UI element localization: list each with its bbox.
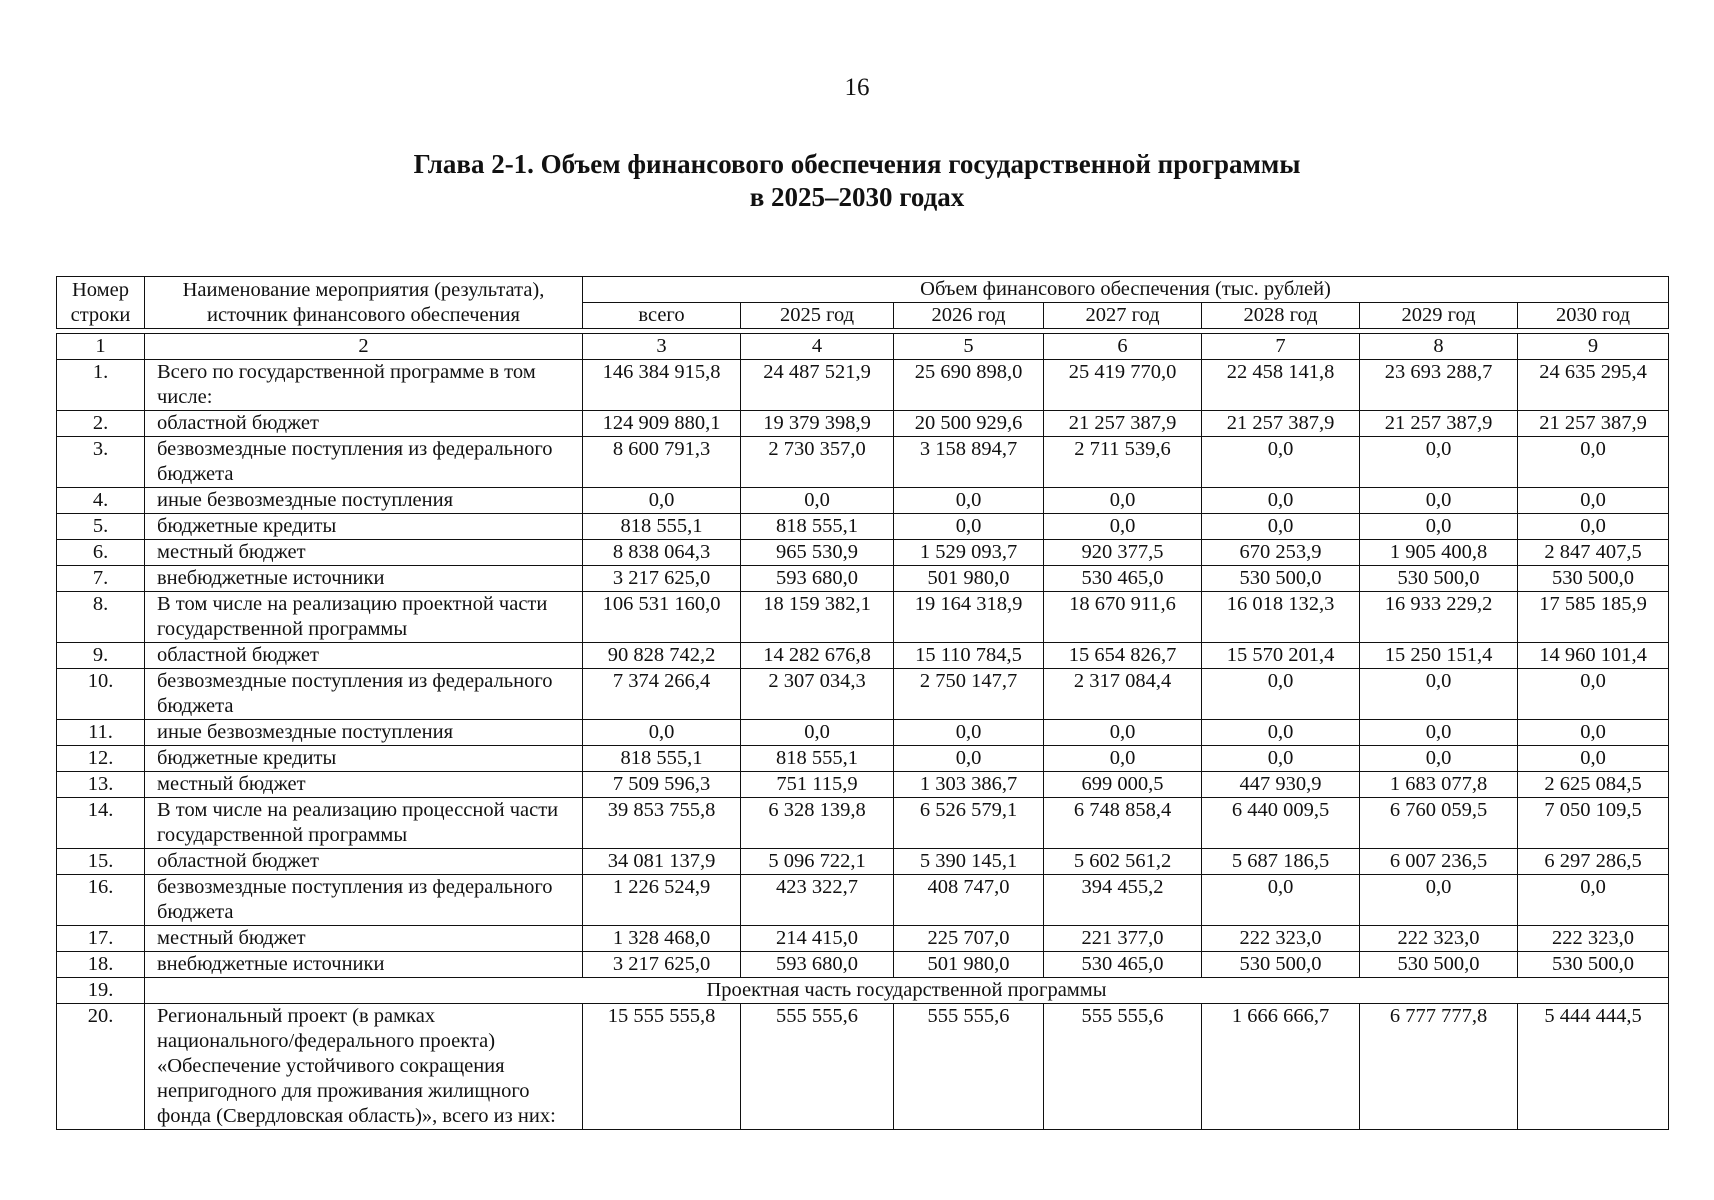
row-value: 530 500,0 bbox=[1518, 952, 1669, 978]
row-value: 501 980,0 bbox=[894, 566, 1044, 592]
row-value: 25 419 770,0 bbox=[1044, 360, 1202, 411]
row-value: 39 853 755,8 bbox=[583, 798, 741, 849]
row-number: 8. bbox=[57, 592, 145, 643]
row-value: 6 760 059,5 bbox=[1360, 798, 1518, 849]
row-name: безвозмездные поступления из федерального бюджета bbox=[145, 437, 583, 488]
row-value: 3 158 894,7 bbox=[894, 437, 1044, 488]
row-name: местный бюджет bbox=[145, 926, 583, 952]
row-value: 0,0 bbox=[1202, 514, 1360, 540]
row-value: 0,0 bbox=[1518, 720, 1669, 746]
row-value: 90 828 742,2 bbox=[583, 643, 741, 669]
financing-table bbox=[56, 276, 1669, 1130]
row-value: 222 323,0 bbox=[1360, 926, 1518, 952]
row-number: 7. bbox=[57, 566, 145, 592]
row-value: 0,0 bbox=[1360, 488, 1518, 514]
row-value: 530 500,0 bbox=[1360, 566, 1518, 592]
row-value: 501 980,0 bbox=[894, 952, 1044, 978]
row-number: 11. bbox=[57, 720, 145, 746]
row-value: 3 217 625,0 bbox=[583, 566, 741, 592]
row-value: 2 711 539,6 bbox=[1044, 437, 1202, 488]
header-group: Объем финансового обеспечения (тыс. рублей) bbox=[583, 277, 1669, 303]
row-value: 751 115,9 bbox=[741, 772, 894, 798]
row-number: 3. bbox=[57, 437, 145, 488]
row-value: 0,0 bbox=[1518, 669, 1669, 720]
row-value: 6 748 858,4 bbox=[1044, 798, 1202, 849]
row-value: 24 487 521,9 bbox=[741, 360, 894, 411]
header-col-6: 2030 год bbox=[1518, 303, 1669, 329]
table-row bbox=[57, 669, 1669, 720]
row-value: 15 555 555,8 bbox=[583, 1004, 741, 1130]
row-value: 18 670 911,6 bbox=[1044, 592, 1202, 643]
row-value: 2 317 084,4 bbox=[1044, 669, 1202, 720]
row-value: 593 680,0 bbox=[741, 952, 894, 978]
row-value: 1 328 468,0 bbox=[583, 926, 741, 952]
row-value: 3 217 625,0 bbox=[583, 952, 741, 978]
row-value: 394 455,2 bbox=[1044, 875, 1202, 926]
row-value: 818 555,1 bbox=[583, 746, 741, 772]
row-name: областной бюджет bbox=[145, 849, 583, 875]
row-value: 20 500 929,6 bbox=[894, 411, 1044, 437]
row-value: 818 555,1 bbox=[583, 514, 741, 540]
row-value: 0,0 bbox=[1044, 488, 1202, 514]
row-value: 1 303 386,7 bbox=[894, 772, 1044, 798]
row-value: 8 600 791,3 bbox=[583, 437, 741, 488]
document-title bbox=[0, 148, 1714, 214]
row-value: 124 909 880,1 bbox=[583, 411, 741, 437]
row-value: 34 081 137,9 bbox=[583, 849, 741, 875]
column-number: 1 bbox=[57, 334, 145, 360]
header-col-5: 2029 год bbox=[1360, 303, 1518, 329]
row-value: 5 096 722,1 bbox=[741, 849, 894, 875]
table-row bbox=[57, 488, 1669, 514]
row-value: 0,0 bbox=[1360, 875, 1518, 926]
row-value: 670 253,9 bbox=[1202, 540, 1360, 566]
row-number: 18. bbox=[57, 952, 145, 978]
table-row bbox=[57, 875, 1669, 926]
header-col-0: всего bbox=[583, 303, 741, 329]
row-value: 0,0 bbox=[583, 720, 741, 746]
row-value: 920 377,5 bbox=[1044, 540, 1202, 566]
row-value: 0,0 bbox=[1202, 488, 1360, 514]
row-value: 222 323,0 bbox=[1518, 926, 1669, 952]
row-value: 6 328 139,8 bbox=[741, 798, 894, 849]
table-row bbox=[57, 540, 1669, 566]
row-value: 0,0 bbox=[583, 488, 741, 514]
table-row bbox=[57, 720, 1669, 746]
row-value: 530 500,0 bbox=[1360, 952, 1518, 978]
row-value: 15 654 826,7 bbox=[1044, 643, 1202, 669]
title-line-1: Глава 2-1. Объем финансового обеспечения государственной программы bbox=[413, 149, 1301, 179]
row-value: 555 555,6 bbox=[741, 1004, 894, 1130]
table-body bbox=[57, 277, 1669, 1130]
column-number: 9 bbox=[1518, 334, 1669, 360]
row-value: 21 257 387,9 bbox=[1360, 411, 1518, 437]
row-value: 530 465,0 bbox=[1044, 566, 1202, 592]
row-name: Региональный проект (в рамках национального/федерального проекта) «Обеспечение устойчивого сокращения непригодного для проживания жилищного фонда (Свердловская область)», всего из них: bbox=[145, 1004, 583, 1130]
row-value: 17 585 185,9 bbox=[1518, 592, 1669, 643]
section-row bbox=[57, 978, 1669, 1004]
column-number: 2 bbox=[145, 334, 583, 360]
table-row bbox=[57, 926, 1669, 952]
row-name: местный бюджет bbox=[145, 540, 583, 566]
column-number: 5 bbox=[894, 334, 1044, 360]
row-value: 6 297 286,5 bbox=[1518, 849, 1669, 875]
row-value: 2 625 084,5 bbox=[1518, 772, 1669, 798]
row-value: 555 555,6 bbox=[894, 1004, 1044, 1130]
column-numbers-row bbox=[57, 334, 1669, 360]
row-value: 0,0 bbox=[1044, 720, 1202, 746]
row-value: 2 307 034,3 bbox=[741, 669, 894, 720]
row-name: областной бюджет bbox=[145, 643, 583, 669]
section-title: Проектная часть государственной программы bbox=[145, 978, 1669, 1004]
row-value: 0,0 bbox=[894, 746, 1044, 772]
row-value: 530 500,0 bbox=[1202, 566, 1360, 592]
header-col-1: 2025 год bbox=[741, 303, 894, 329]
row-value: 5 602 561,2 bbox=[1044, 849, 1202, 875]
row-value: 699 000,5 bbox=[1044, 772, 1202, 798]
header-row-1 bbox=[57, 277, 1669, 303]
row-number: 4. bbox=[57, 488, 145, 514]
row-name: местный бюджет bbox=[145, 772, 583, 798]
header-col-3: 2027 год bbox=[1044, 303, 1202, 329]
table-row bbox=[57, 849, 1669, 875]
row-value: 19 379 398,9 bbox=[741, 411, 894, 437]
row-value: 5 687 186,5 bbox=[1202, 849, 1360, 875]
row-value: 0,0 bbox=[894, 488, 1044, 514]
row-value: 7 050 109,5 bbox=[1518, 798, 1669, 849]
table-row bbox=[57, 798, 1669, 849]
row-value: 5 390 145,1 bbox=[894, 849, 1044, 875]
row-value: 0,0 bbox=[1044, 514, 1202, 540]
table-row bbox=[57, 1004, 1669, 1130]
table-row bbox=[57, 592, 1669, 643]
row-value: 221 377,0 bbox=[1044, 926, 1202, 952]
row-value: 0,0 bbox=[741, 488, 894, 514]
row-number: 10. bbox=[57, 669, 145, 720]
row-value: 530 500,0 bbox=[1202, 952, 1360, 978]
row-value: 0,0 bbox=[1518, 514, 1669, 540]
row-value: 0,0 bbox=[1360, 669, 1518, 720]
row-value: 0,0 bbox=[1360, 720, 1518, 746]
row-value: 16 933 229,2 bbox=[1360, 592, 1518, 643]
row-number: 6. bbox=[57, 540, 145, 566]
table-row bbox=[57, 746, 1669, 772]
row-value: 19 164 318,9 bbox=[894, 592, 1044, 643]
row-value: 0,0 bbox=[741, 720, 894, 746]
row-value: 0,0 bbox=[894, 514, 1044, 540]
table-row bbox=[57, 952, 1669, 978]
row-value: 530 500,0 bbox=[1518, 566, 1669, 592]
row-name: бюджетные кредиты bbox=[145, 514, 583, 540]
row-value: 0,0 bbox=[1360, 514, 1518, 540]
column-number: 8 bbox=[1360, 334, 1518, 360]
row-value: 15 250 151,4 bbox=[1360, 643, 1518, 669]
row-name: В том числе на реализацию процессной части государственной программы bbox=[145, 798, 583, 849]
row-value: 6 526 579,1 bbox=[894, 798, 1044, 849]
table-row bbox=[57, 411, 1669, 437]
row-value: 818 555,1 bbox=[741, 514, 894, 540]
row-value: 6 440 009,5 bbox=[1202, 798, 1360, 849]
row-name: внебюджетные источники bbox=[145, 952, 583, 978]
page-number: 16 bbox=[844, 74, 870, 101]
table-row bbox=[57, 514, 1669, 540]
row-number: 16. bbox=[57, 875, 145, 926]
row-value: 0,0 bbox=[1360, 437, 1518, 488]
column-number: 7 bbox=[1202, 334, 1360, 360]
row-value: 5 444 444,5 bbox=[1518, 1004, 1669, 1130]
row-number: 19. bbox=[57, 978, 145, 1004]
row-name: безвозмездные поступления из федерального бюджета bbox=[145, 875, 583, 926]
row-number: 17. bbox=[57, 926, 145, 952]
row-number: 5. bbox=[57, 514, 145, 540]
row-name: областной бюджет bbox=[145, 411, 583, 437]
column-number: 3 bbox=[583, 334, 741, 360]
table-row bbox=[57, 360, 1669, 411]
row-value: 2 847 407,5 bbox=[1518, 540, 1669, 566]
row-value: 818 555,1 bbox=[741, 746, 894, 772]
row-value: 21 257 387,9 bbox=[1044, 411, 1202, 437]
row-number: 2. bbox=[57, 411, 145, 437]
row-value: 21 257 387,9 bbox=[1518, 411, 1669, 437]
row-value: 25 690 898,0 bbox=[894, 360, 1044, 411]
row-number: 12. bbox=[57, 746, 145, 772]
row-name: иные безвозмездные поступления bbox=[145, 720, 583, 746]
table-row bbox=[57, 437, 1669, 488]
row-value: 222 323,0 bbox=[1202, 926, 1360, 952]
row-value: 447 930,9 bbox=[1202, 772, 1360, 798]
row-value: 0,0 bbox=[1518, 437, 1669, 488]
row-value: 593 680,0 bbox=[741, 566, 894, 592]
header-col-4: 2028 год bbox=[1202, 303, 1360, 329]
row-value: 15 110 784,5 bbox=[894, 643, 1044, 669]
table-row bbox=[57, 772, 1669, 798]
header-col-2: 2026 год bbox=[894, 303, 1044, 329]
row-value: 15 570 201,4 bbox=[1202, 643, 1360, 669]
row-value: 146 384 915,8 bbox=[583, 360, 741, 411]
row-value: 18 159 382,1 bbox=[741, 592, 894, 643]
row-value: 24 635 295,4 bbox=[1518, 360, 1669, 411]
table-row bbox=[57, 643, 1669, 669]
row-name: иные безвозмездные поступления bbox=[145, 488, 583, 514]
row-value: 1 226 524,9 bbox=[583, 875, 741, 926]
row-value: 14 960 101,4 bbox=[1518, 643, 1669, 669]
row-value: 1 529 093,7 bbox=[894, 540, 1044, 566]
row-name: внебюджетные источники bbox=[145, 566, 583, 592]
row-value: 0,0 bbox=[1202, 875, 1360, 926]
row-value: 16 018 132,3 bbox=[1202, 592, 1360, 643]
title-line-2: в 2025–2030 годах bbox=[749, 182, 965, 212]
row-value: 555 555,6 bbox=[1044, 1004, 1202, 1130]
row-value: 0,0 bbox=[1202, 720, 1360, 746]
row-value: 8 838 064,3 bbox=[583, 540, 741, 566]
row-value: 14 282 676,8 bbox=[741, 643, 894, 669]
header-row-number: Номер строки bbox=[57, 277, 145, 329]
row-value: 0,0 bbox=[1360, 746, 1518, 772]
table-row bbox=[57, 566, 1669, 592]
row-value: 0,0 bbox=[1202, 437, 1360, 488]
row-value: 23 693 288,7 bbox=[1360, 360, 1518, 411]
row-value: 0,0 bbox=[1044, 746, 1202, 772]
row-value: 225 707,0 bbox=[894, 926, 1044, 952]
row-value: 965 530,9 bbox=[741, 540, 894, 566]
row-name: В том числе на реализацию проектной части государственной программы bbox=[145, 592, 583, 643]
row-value: 214 415,0 bbox=[741, 926, 894, 952]
row-value: 7 509 596,3 bbox=[583, 772, 741, 798]
row-name: Всего по государственной программе в том числе: bbox=[145, 360, 583, 411]
row-value: 6 777 777,8 bbox=[1360, 1004, 1518, 1130]
row-value: 0,0 bbox=[1202, 746, 1360, 772]
row-number: 1. bbox=[57, 360, 145, 411]
row-value: 1 683 077,8 bbox=[1360, 772, 1518, 798]
row-number: 15. bbox=[57, 849, 145, 875]
row-value: 6 007 236,5 bbox=[1360, 849, 1518, 875]
row-name: бюджетные кредиты bbox=[145, 746, 583, 772]
row-value: 530 465,0 bbox=[1044, 952, 1202, 978]
header-name: Наименование мероприятия (результата), источник финансового обеспечения bbox=[145, 277, 583, 329]
row-value: 106 531 160,0 bbox=[583, 592, 741, 643]
row-value: 21 257 387,9 bbox=[1202, 411, 1360, 437]
row-value: 1 666 666,7 bbox=[1202, 1004, 1360, 1130]
row-number: 13. bbox=[57, 772, 145, 798]
row-value: 0,0 bbox=[1518, 746, 1669, 772]
column-number: 4 bbox=[741, 334, 894, 360]
column-number: 6 bbox=[1044, 334, 1202, 360]
row-value: 2 750 147,7 bbox=[894, 669, 1044, 720]
row-value: 423 322,7 bbox=[741, 875, 894, 926]
row-number: 14. bbox=[57, 798, 145, 849]
row-value: 0,0 bbox=[1202, 669, 1360, 720]
row-value: 2 730 357,0 bbox=[741, 437, 894, 488]
row-value: 408 747,0 bbox=[894, 875, 1044, 926]
row-value: 7 374 266,4 bbox=[583, 669, 741, 720]
row-number: 9. bbox=[57, 643, 145, 669]
row-value: 0,0 bbox=[894, 720, 1044, 746]
row-value: 22 458 141,8 bbox=[1202, 360, 1360, 411]
row-value: 0,0 bbox=[1518, 875, 1669, 926]
row-name: безвозмездные поступления из федерального бюджета bbox=[145, 669, 583, 720]
row-number: 20. bbox=[57, 1004, 145, 1130]
row-value: 1 905 400,8 bbox=[1360, 540, 1518, 566]
row-value: 0,0 bbox=[1518, 488, 1669, 514]
